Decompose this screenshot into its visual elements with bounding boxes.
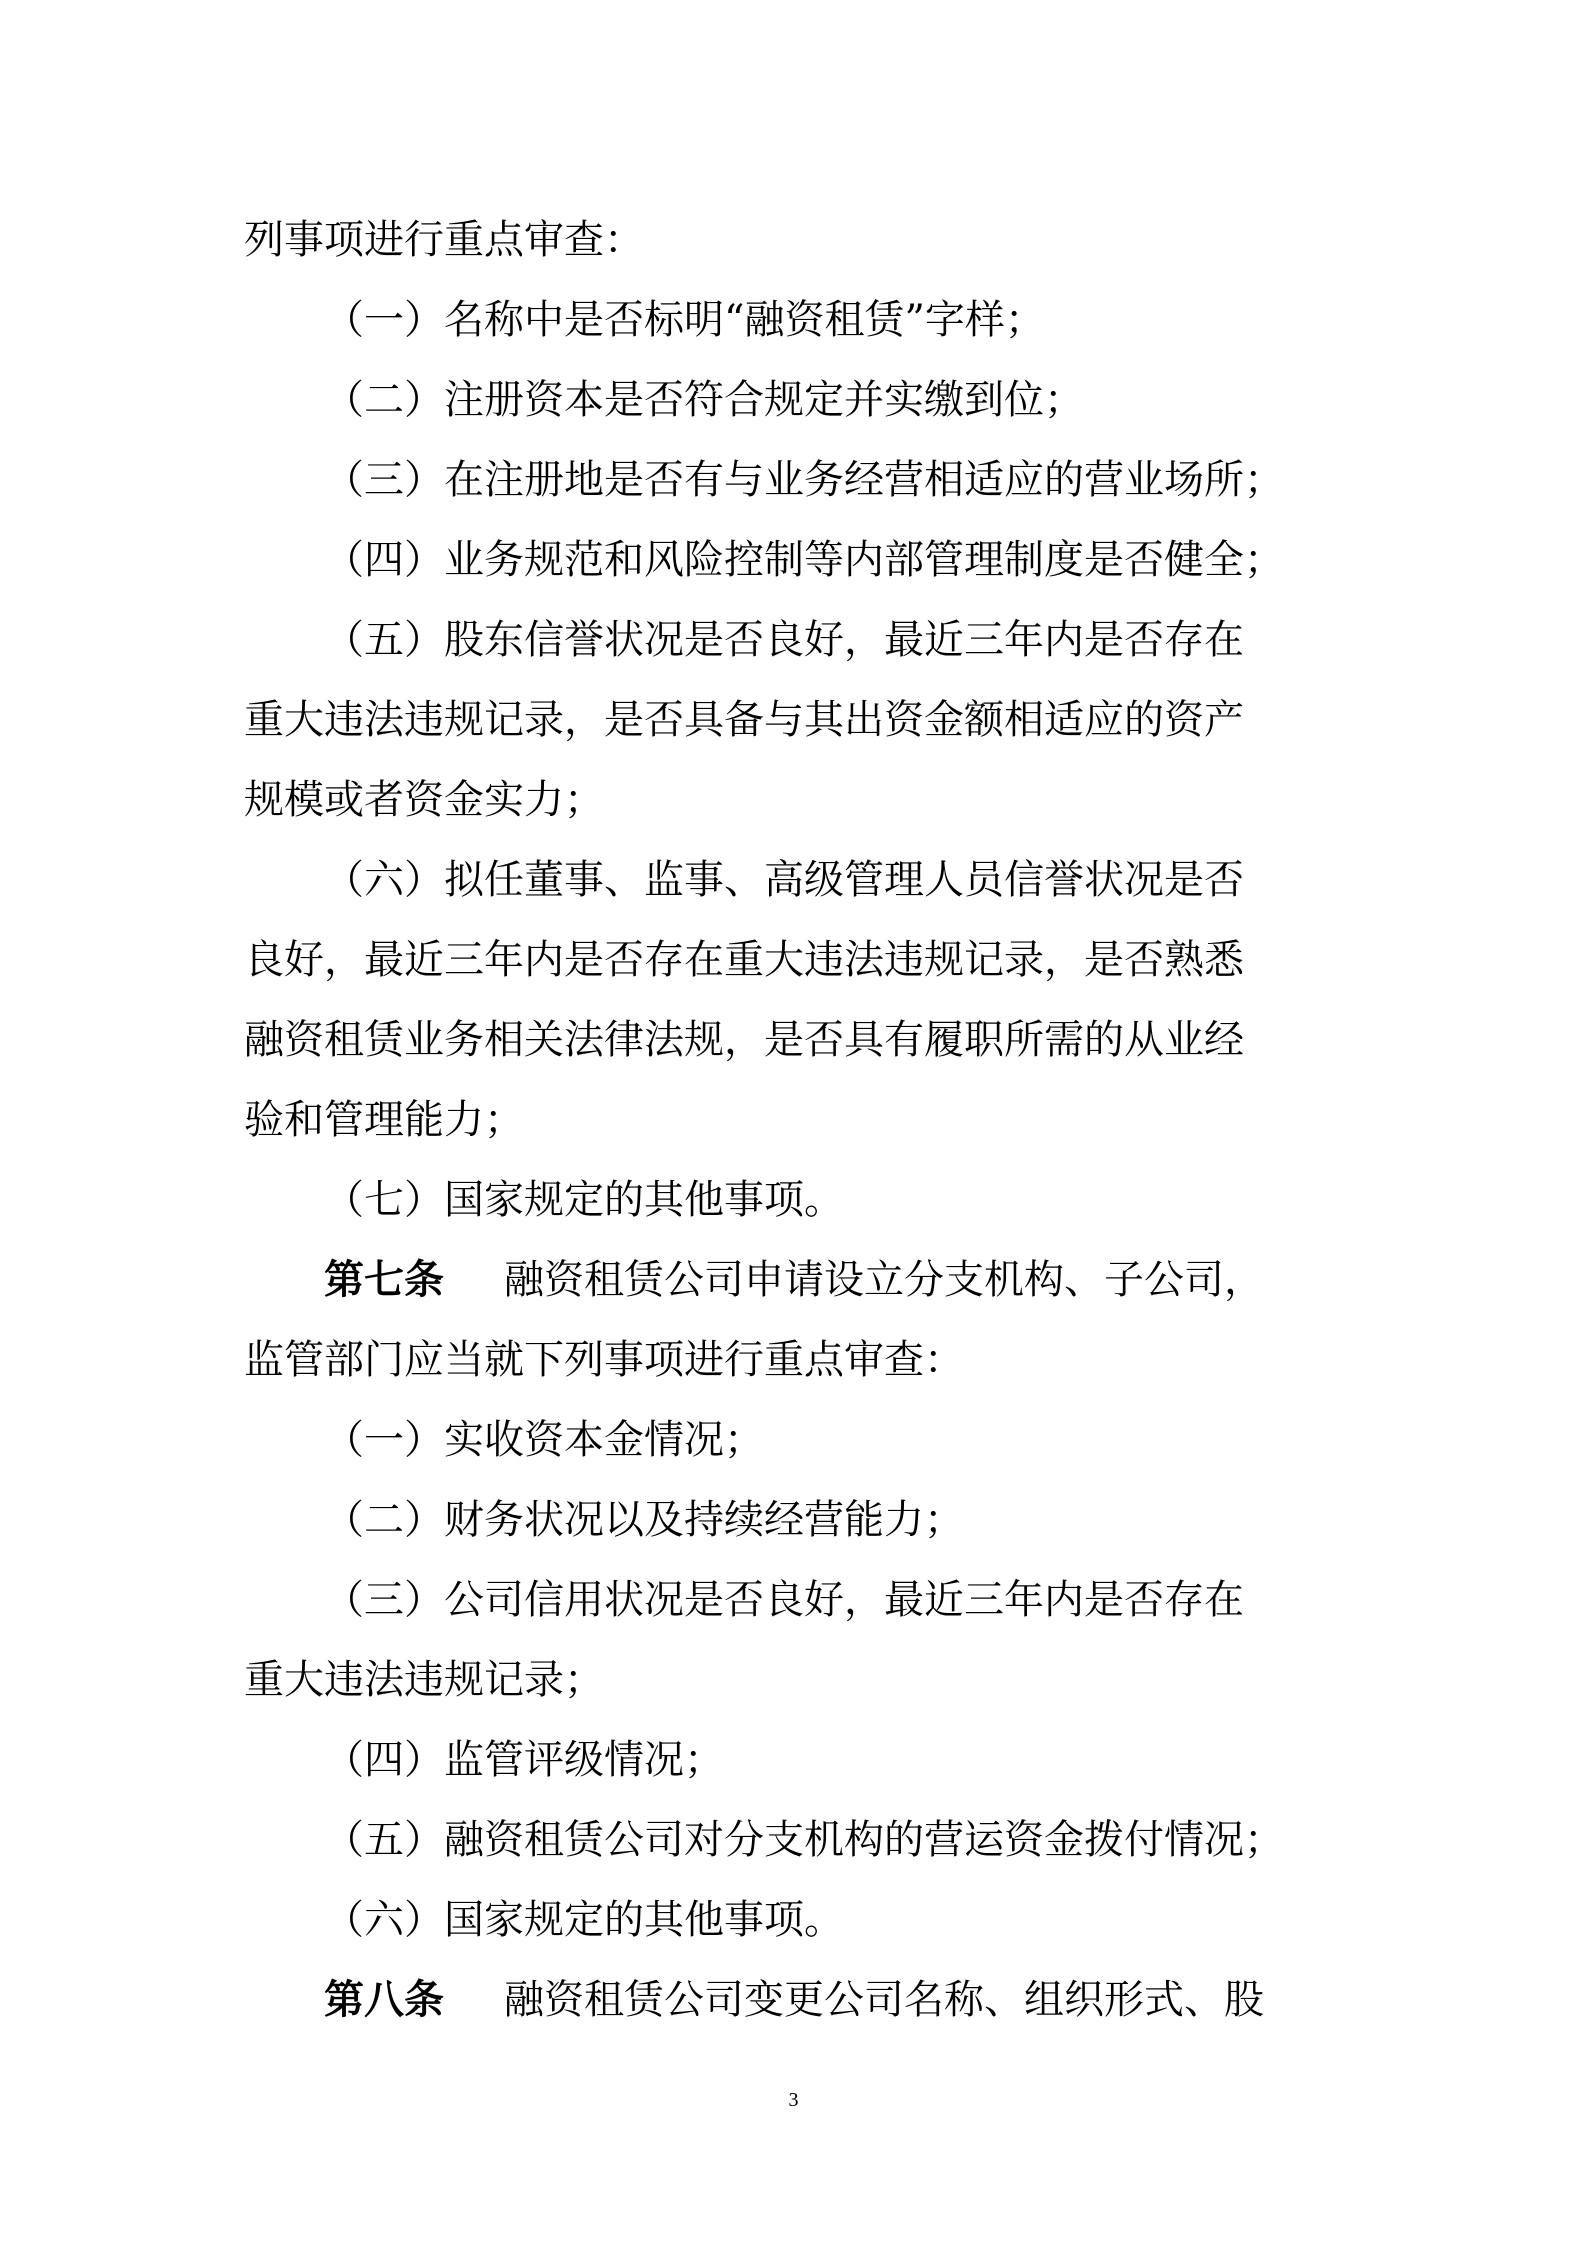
text-line-content: 验和管理能力；	[244, 1097, 524, 1143]
article-label: 第七条	[324, 1257, 444, 1303]
list-item-text: （六）拟任董事、监事、高级管理人员信誉状况是否	[324, 857, 1244, 903]
article-text: 融资租赁公司变更公司名称、组织形式、股	[504, 1977, 1264, 2023]
list-item-text: （二）财务状况以及持续经营能力；	[324, 1497, 964, 1543]
list-item	[0, 845, 1587, 915]
article-heading-line	[0, 1965, 1587, 2035]
text-line-content: 融资租赁业务相关法律法规，是否具有履职所需的从业经	[244, 1017, 1244, 1063]
list-item-text: （四）业务规范和风险控制等内部管理制度是否健全；	[324, 537, 1284, 583]
list-item-text: （三）在注册地是否有与业务经营相适应的营业场所；	[324, 457, 1284, 503]
text-line	[0, 1325, 1587, 1395]
article-text: 融资租赁公司申请设立分支机构、子公司，	[504, 1257, 1264, 1303]
article-heading-line	[0, 1245, 1587, 1315]
list-item	[0, 1725, 1587, 1795]
text-line-content: 重大违法违规记录，是否具备与其出资金额相适应的资产	[244, 697, 1244, 743]
list-item	[0, 605, 1587, 675]
list-item	[0, 1885, 1587, 1955]
list-item-text: （一）名称中是否标明“融资租赁”字样；	[324, 297, 1045, 343]
text-line-content: 规模或者资金实力；	[244, 777, 604, 823]
page-number: 3	[788, 2089, 799, 2111]
list-item	[0, 285, 1587, 355]
article-label: 第八条	[324, 1977, 444, 2023]
text-line-content: 监管部门应当就下列事项进行重点审查：	[244, 1337, 964, 1383]
list-item	[0, 1405, 1587, 1475]
list-item-text: （四）监管评级情况；	[324, 1737, 724, 1783]
list-item-text: （七）国家规定的其他事项。	[324, 1177, 844, 1223]
list-item	[0, 1165, 1587, 1235]
list-item	[0, 1805, 1587, 1875]
text-line	[0, 925, 1587, 995]
list-item	[0, 365, 1587, 435]
list-item-text: （一）实收资本金情况；	[324, 1417, 764, 1463]
list-item-text: （六）国家规定的其他事项。	[324, 1897, 844, 1943]
text-line	[0, 765, 1587, 835]
list-item-text: （五）融资租赁公司对分支机构的营运资金拨付情况；	[324, 1817, 1284, 1863]
text-line	[0, 1085, 1587, 1155]
text-line-content: 重大违法违规记录；	[244, 1657, 604, 1703]
list-item	[0, 1565, 1587, 1635]
list-item-text: （三）公司信用状况是否良好，最近三年内是否存在	[324, 1577, 1244, 1623]
list-item	[0, 1485, 1587, 1555]
text-line	[0, 1005, 1587, 1075]
text-line-content: 良好，最近三年内是否存在重大违法违规记录，是否熟悉	[244, 937, 1244, 983]
text-line	[0, 685, 1587, 755]
list-item-text: （二）注册资本是否符合规定并实缴到位；	[324, 377, 1084, 423]
list-item-text: （五）股东信誉状况是否良好，最近三年内是否存在	[324, 617, 1244, 663]
list-item	[0, 525, 1587, 595]
list-item	[0, 445, 1587, 515]
text-line	[0, 1645, 1587, 1715]
text-line-content: 列事项进行重点审查：	[244, 217, 644, 263]
text-line	[0, 205, 1587, 275]
